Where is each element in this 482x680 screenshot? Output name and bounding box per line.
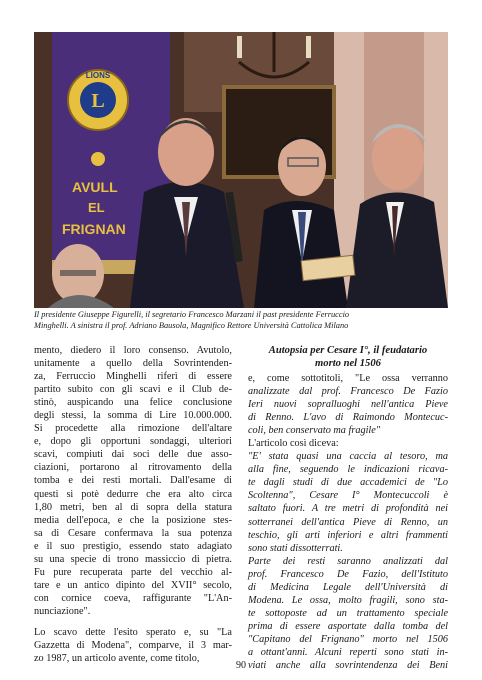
heading-line: Autopsia per Cesare I°, il feudatario	[268, 345, 428, 356]
text-line: za, Ferruccio Minghelli riferì di essere	[34, 371, 232, 383]
text-line: analizzate dal prof. Francesco De Fazio	[248, 386, 448, 398]
event-photo	[34, 32, 448, 308]
text-line: e, dopo gli opportuni sondaggi, ulteriori	[34, 436, 232, 448]
text-line: viati anche alla sovrintendenza dei Beni	[248, 660, 448, 672]
text-column-right	[248, 344, 448, 672]
text-line: teschio, gli arti inferiori e altri frammenti	[248, 529, 448, 541]
text-line: coli, ben conservato ma fragile"	[248, 425, 381, 437]
text-line: prima di essere asportate dalla tomba del	[248, 620, 448, 632]
banner-line1: AVULL	[72, 179, 118, 195]
text-line: sa di Cesare confermava la sua potenza	[34, 527, 232, 539]
text-line: di Medicina Legale dell'Università di	[248, 581, 448, 593]
paragraph	[248, 372, 448, 672]
text-line: partito subito con gli scavi e il Club de-	[34, 384, 232, 396]
section-heading	[248, 344, 448, 370]
text-line: zo 1987, un articolo avente, come titolo,	[34, 653, 200, 665]
text-line: scavi, compiuti dai soci delle due asso-	[34, 449, 232, 461]
text-line: tare e un antico dipinto del XVII° secolo,	[34, 579, 232, 591]
text-line: tomba e dei resti mortali. Dall'esame di	[34, 475, 232, 487]
text-line: sono stati dissotterrati.	[248, 542, 343, 554]
text-line: L'articolo così diceva:	[248, 438, 339, 450]
text-column-left	[34, 344, 232, 665]
text-line: Modena. Le ossa, molto fragili, sono sta-	[248, 594, 448, 606]
text-line: questi si potè dedurre che era alto circa	[34, 488, 232, 500]
text-line: stinò, auspicando una felice conclusione	[34, 397, 232, 409]
banner-line3: FRIGNAN	[62, 221, 126, 237]
text-line: degli stessi, la somma di Lire 10.000.000.	[34, 410, 232, 422]
text-line: 1,80 metri, ben al di sopra della statura	[34, 501, 232, 513]
page-number: 90	[236, 660, 246, 671]
text-line: mento, diedero il loro consenso. Avutolo,	[34, 345, 232, 356]
text-line: e il suo prestigio, essendo stato adagiato	[34, 540, 232, 552]
text-line: Scoltenna", Cesare I° Montecuccoli è	[248, 490, 448, 502]
paragraph	[34, 344, 232, 618]
text-line: su una specie di trono massiccio di pietra.	[34, 553, 232, 565]
text-line: Gazzetta di Modena", comparve, il 3 mar-	[34, 640, 232, 652]
text-line: a ottant'anni. Alcuni reperti sono stati in-	[248, 646, 448, 658]
text-line: "Capitano del Frignano" morto nel 1506	[248, 633, 448, 645]
text-line: nunciazione".	[34, 605, 91, 617]
text-line: Fu pure recuperata parte del vecchio al-	[34, 566, 232, 578]
text-line: alla fine, seguendo le indicazioni ricava-	[248, 464, 448, 476]
heading-line: morto nel 1506	[315, 358, 381, 369]
banner-line2: EL	[88, 200, 105, 215]
text-line: saltato fuori. A tre metri di profondità nei	[248, 503, 448, 515]
text-line: sotterranei dell'antica Pieve di Renno, un	[248, 516, 448, 528]
photo-illustration	[34, 32, 448, 308]
text-line: ciazioni, portarono al ritrovamento della	[34, 462, 232, 474]
text-line: unitamente a quello della Sovrintenden-	[34, 358, 232, 370]
text-line: te dagli studi di due accademici de "Lo	[248, 477, 448, 489]
text-line: media dell'epoca, e che la posizione stes-	[34, 514, 232, 526]
text-line: "E' stata quasi una caccia al tesoro, ma	[248, 451, 448, 463]
text-line: Si procedette alla rimozione dell'altare	[34, 423, 232, 435]
text-line: Ieri nuovi sopralluoghi nell'antica Pieve	[248, 399, 448, 411]
caption-line: Il presidente Giuseppe Figurelli, il segretario Francesco Marzani il past presidente Ferruccio	[34, 310, 350, 319]
text-line: con cornice coeva, raffigurante "L'An-	[34, 592, 232, 604]
text-line: e, come sottotitoli, "Le ossa verranno	[248, 373, 448, 384]
badge-text: LIONS	[85, 71, 111, 80]
photo-caption	[34, 309, 448, 331]
text-line: Lo scavo dette l'esito sperato e, su "La	[34, 626, 232, 638]
text-line: Parte dei resti saranno analizzati dal	[248, 555, 448, 567]
text-line: di Renno. L'avo di Raimondo Montecuc-	[248, 412, 448, 424]
text-line: te sottoposte ad un trattamento speciale	[248, 607, 448, 619]
text-line: prof. Francesco De Fazio, dell'Istituto	[248, 568, 448, 580]
caption-line: Minghelli. A sinistra il prof. Adriano Bausola, Magnifico Rettore Università Cattolica Milano	[34, 321, 349, 330]
svg-text:L: L	[91, 90, 105, 112]
